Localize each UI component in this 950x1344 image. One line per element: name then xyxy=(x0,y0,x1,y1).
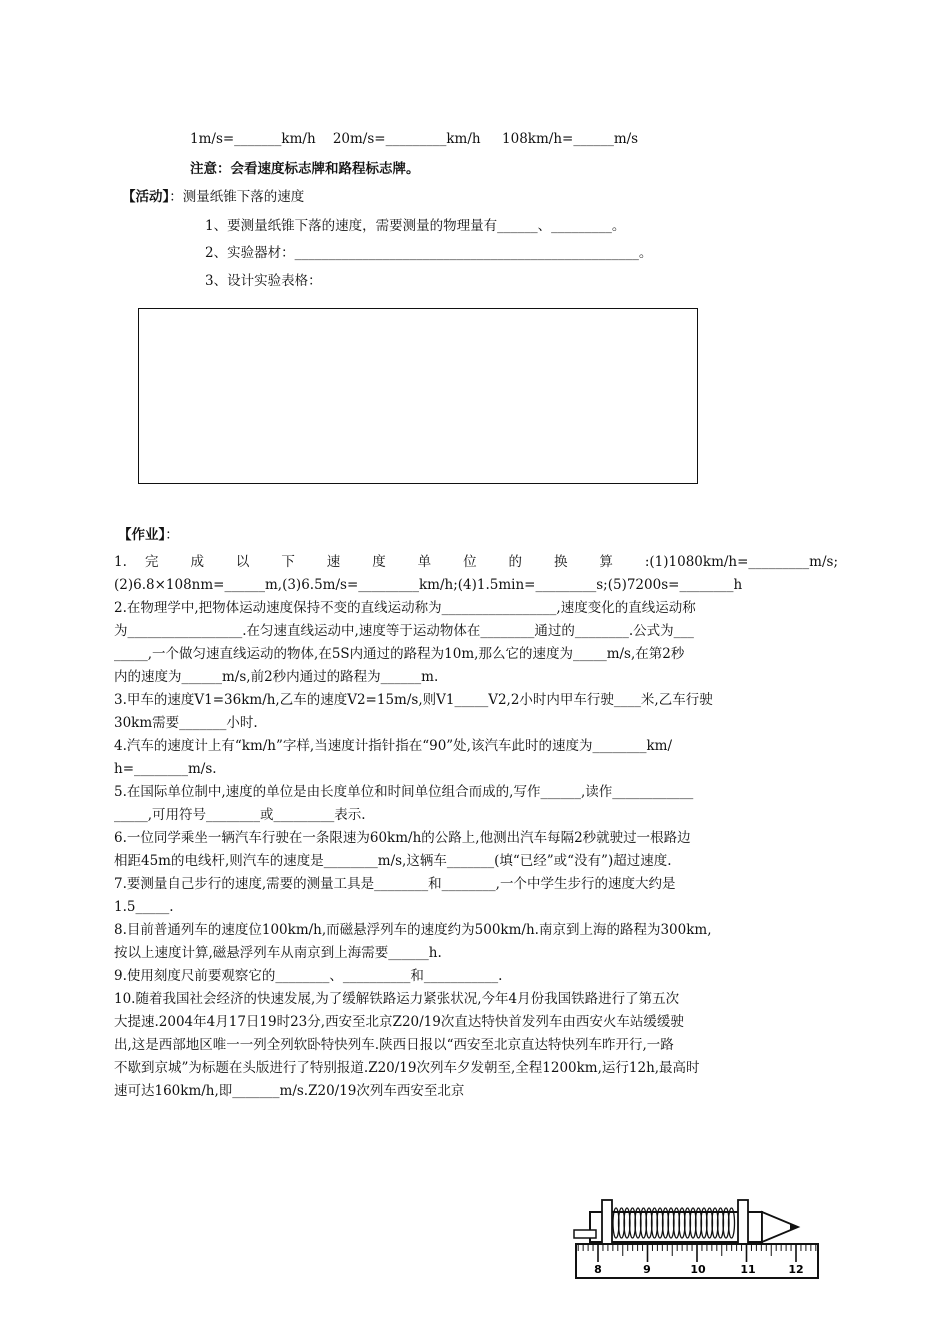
activity-item-3: 3、设计实验表格： xyxy=(205,273,322,289)
ruler xyxy=(576,1244,818,1278)
pencil-with-coil xyxy=(574,1200,798,1244)
hw-line: 大提速.2004年4月17日19时23分,西安至北京Z20/19次直达特快首发列车由西安火车站缓缓驶 xyxy=(114,1014,684,1030)
hw-line-q1: 1. 完 成 以 下 速 度 单 位 的 换 算 :(1)1080km/h=_________m/s; xyxy=(114,554,838,570)
hw-line: 速可达160km/h,即_______m/s.Z20/19次列车西安至北京 xyxy=(114,1083,465,1099)
hw-line: 出,这是西部地区唯一一列全列软卧特快列车.陕西日报以“西安至北京直达特快列车昨开行,一路 xyxy=(114,1037,674,1053)
activity-title: 测量纸锥下落的速度 xyxy=(182,189,305,205)
hw-line: 10.随着我国社会经济的快速发展,为了缓解铁路运力紧张状况,今年4月份我国铁路进行了第五次 xyxy=(114,991,680,1007)
homework-label: 【作业】 xyxy=(118,527,166,543)
ruler-label-10: 10 xyxy=(690,1263,706,1276)
ruler-label-9: 9 xyxy=(643,1263,651,1276)
hw-line: 30km需要_______小时. xyxy=(114,715,258,731)
hw-line: (2)6.8×108nm=______m,(3)6.5m/s=_________km/h;(4)1.5min=_________s;(5)7200s=________h xyxy=(114,577,743,593)
activity-heading xyxy=(122,188,304,206)
ruler-label-11: 11 xyxy=(740,1263,756,1276)
ruler-label-12: 12 xyxy=(788,1263,804,1276)
unit-conversion-line: 1m/s=_______km/h 20m/s=_________km/h 108km/h=______m/s xyxy=(190,131,639,147)
ruler-illustration xyxy=(572,1196,822,1282)
homework-body xyxy=(114,551,838,1103)
activity-item-2: 2、实验器材：___________________________________________________。 xyxy=(205,245,653,261)
activity-label: 【活动】 xyxy=(122,189,170,205)
homework-colon: ： xyxy=(165,527,179,543)
hw-line: 8.目前普通列车的速度位100km/h,而磁悬浮列车的速度约为500km/h.南京到上海的路程为300km, xyxy=(114,922,712,938)
note-text: 注意：会看速度标志牌和路程标志牌。 xyxy=(190,161,420,177)
hw-line: 4.汽车的速度计上有“km/h”字样,当速度计指针指在“90”处,该汽车此时的速度为________km/ xyxy=(114,738,673,754)
activity-colon: ： xyxy=(169,189,183,205)
hw-line: 5.在国际单位制中,速度的单位是由长度单位和时间单位组合而成的,写作______,读作____________ xyxy=(114,784,694,800)
hw-line: 6.一位同学乘坐一辆汽车行驶在一条限速为60km/h的公路上,他测出汽车每隔2秒就驶过一根路边 xyxy=(114,830,691,846)
hw-line: h=________m/s. xyxy=(114,761,217,777)
hw-line: 内的速度为______m/s,前2秒内通过的路程为______m. xyxy=(114,669,439,685)
ruler-figure xyxy=(572,1196,822,1282)
hw-line: 7.要测量自己步行的速度,需要的测量工具是________和________,一个中学生步行的速度大约是 xyxy=(114,876,676,892)
hw-line: 1.5_____. xyxy=(114,899,174,915)
hw-line: _____,一个做匀速直线运动的物体,在5S内通过的路程为10m,那么它的速度为_____m/s,在第2秒 xyxy=(114,646,685,662)
hw-line: 9.使用刻度尺前要观察它的________、__________和___________. xyxy=(114,968,503,984)
experiment-table-box[interactable] xyxy=(138,308,698,484)
homework-heading xyxy=(118,526,179,544)
hw-line: 相距45m的电线杆,则汽车的速度是________m/s,这辆车_______(填“已经”或“没有”)超过速度. xyxy=(114,853,672,869)
hw-line: 为_________________.在匀速直线运动中,速度等于运动物体在________通过的________.公式为___ xyxy=(114,623,694,639)
ruler-label-8: 8 xyxy=(594,1263,602,1276)
hw-line: 3.甲车的速度V1=36km/h,乙车的速度V2=15m/s,则V1_____V2,2小时内甲车行驶____米,乙车行驶 xyxy=(114,692,713,708)
hw-line: 2.在物理学中,把物体运动速度保持不变的直线运动称为_________________,速度变化的直线运动称 xyxy=(114,600,696,616)
hw-line: 不歇到京城”为标题在头版进行了特别报道.Z20/19次列车夕发朝至,全程1200km,运行12h,最高时 xyxy=(114,1060,700,1076)
hw-line: 按以上速度计算,磁悬浮列车从南京到上海需要______h. xyxy=(114,945,442,961)
activity-item-1: 1、要测量纸锥下落的速度，需要测量的物理量有______、_________。 xyxy=(205,218,626,234)
hw-line: _____,可用符号________或_________表示. xyxy=(114,807,366,823)
